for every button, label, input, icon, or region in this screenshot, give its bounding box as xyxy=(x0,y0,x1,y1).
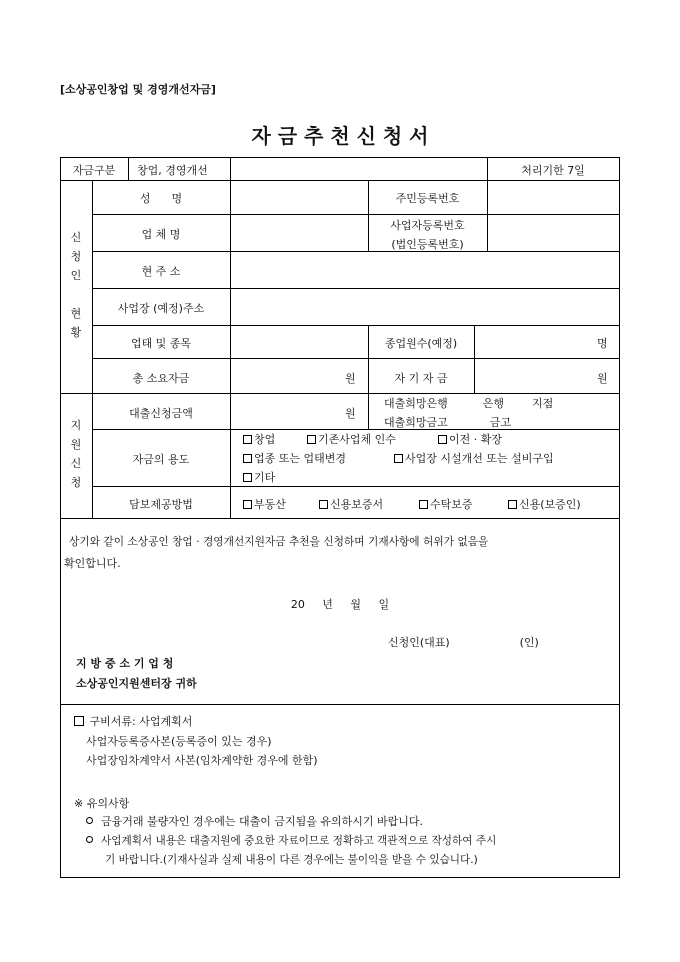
total-funds-unit: 원 xyxy=(345,372,356,385)
checkbox-icon xyxy=(307,435,316,444)
address-field[interactable] xyxy=(232,254,617,286)
purpose-option-relocation[interactable]: 이전 · 확장 xyxy=(438,431,502,447)
required-documents: 구비서류: 사업계획서 xyxy=(74,713,192,729)
employees-unit: 명 xyxy=(597,337,608,350)
purpose-option-startup[interactable]: 창업 xyxy=(243,431,275,447)
purpose-option-acquisition[interactable]: 기존사업체 인수 xyxy=(307,431,396,447)
required-document-item: 사업장임차계약서 사본(임차계약한 경우에 한함) xyxy=(86,754,318,767)
purpose-option-facility-improvement[interactable]: 사업장 시설개선 또는 설비구입 xyxy=(394,450,554,466)
fund-category-value: 창업, 경영개선 xyxy=(137,164,208,177)
business-type-field[interactable] xyxy=(232,328,366,356)
loan-amount-unit: 원 xyxy=(345,407,356,420)
collateral-option-credit-guarantor[interactable]: 신용(보증인) xyxy=(508,496,581,512)
declaration-text-cont: 확인합니다. xyxy=(64,557,121,570)
checkbox-icon xyxy=(243,500,252,509)
bullet-icon xyxy=(86,817,93,824)
applicant-section-label: 신 청 인 현 황 xyxy=(70,231,82,339)
declaration-text: 상기와 같이 소상공인 창업 · 경영개선지원자금 추천을 신청하며 기재사항에 허위가 없음을 xyxy=(69,535,489,548)
resident-number-label: 주민등록번호 xyxy=(395,192,460,205)
purpose-option-other[interactable]: 기타 xyxy=(243,469,275,485)
checkbox-icon xyxy=(394,454,403,463)
total-funds-field[interactable] xyxy=(232,361,342,391)
required-document-item: 사업자등록증사본(등록증이 있는 경우) xyxy=(86,735,272,748)
date-line: 20 년 월 일 xyxy=(290,598,390,611)
collateral-option-credit-guarantee[interactable]: 신용보증서 xyxy=(319,496,383,512)
checkbox-icon xyxy=(243,473,252,482)
own-funds-field[interactable] xyxy=(476,361,596,391)
bullet-icon xyxy=(86,836,93,843)
collateral-method-label: 담보제공방법 xyxy=(129,498,193,511)
loan-amount-label: 대출신청금액 xyxy=(129,407,193,420)
caution-item: 사업계획서 내용은 대출지원에 중요한 자료이므로 정확하고 객관적으로 작성하여 주시 xyxy=(86,833,496,848)
checkbox-icon xyxy=(319,500,328,509)
own-funds-label: 자 기 자 금 xyxy=(394,372,448,385)
recipient-office: 지 방 중 소 기 업 청 xyxy=(76,657,174,670)
recipient-center-head: 소상공인지원센터장 귀하 xyxy=(76,677,197,690)
checkbox-icon xyxy=(74,716,84,726)
fund-category-label: 자금구분 xyxy=(72,164,116,177)
own-funds-unit: 원 xyxy=(597,372,608,385)
processing-deadline: 처리기한 7일 xyxy=(521,164,585,177)
form-category-header: [소상공인창업 및 경영개선자금] xyxy=(60,83,216,96)
employees-label: 종업원수(예정) xyxy=(384,337,458,350)
business-reg-label: 사업자등록번호 (법인등록번호) xyxy=(390,219,465,251)
company-name-field[interactable] xyxy=(232,217,366,249)
total-funds-label: 총 소요자금 xyxy=(132,372,190,385)
workplace-address-field[interactable] xyxy=(232,291,617,323)
caution-item: 금융거래 불량자인 경우에는 대출이 금지됨을 유의하시기 바랍니다. xyxy=(86,813,423,829)
purpose-option-business-change[interactable]: 업종 또는 업태변경 xyxy=(243,450,346,466)
fund-purpose-label: 자금의 용도 xyxy=(132,453,190,466)
name-label: 성 명 xyxy=(139,192,183,205)
desired-credit-union-line[interactable]: 대출희망금고 금고 xyxy=(384,416,511,429)
collateral-option-real-estate[interactable]: 부동산 xyxy=(243,496,286,512)
workplace-address-label: 사업장 (예정)주소 xyxy=(117,302,205,315)
checkbox-icon xyxy=(508,500,517,509)
employees-field[interactable] xyxy=(476,328,596,356)
collateral-option-trust-guarantee[interactable]: 수탁보증 xyxy=(419,496,473,512)
resident-number-field[interactable] xyxy=(489,183,617,213)
name-field[interactable] xyxy=(232,183,366,213)
company-name-label: 업 체 명 xyxy=(141,228,181,241)
business-reg-field[interactable] xyxy=(489,217,617,249)
checkbox-icon xyxy=(243,435,252,444)
address-label: 현 주 소 xyxy=(141,265,181,278)
desired-bank-line[interactable]: 대출희망은행 은행 지점 xyxy=(384,397,554,410)
support-section-label: 지 원 신 청 xyxy=(70,419,82,489)
business-type-label: 업태 및 종목 xyxy=(130,337,192,350)
loan-amount-field[interactable] xyxy=(232,396,342,428)
applicant-signature-line: 신청인(대표) (인) xyxy=(388,636,539,649)
form-title: 자 금 추 천 신 청 서 xyxy=(251,124,429,148)
caution-title: ※ 유의사항 xyxy=(74,797,130,810)
checkbox-icon xyxy=(419,500,428,509)
checkbox-icon xyxy=(243,454,252,463)
checkbox-icon xyxy=(438,435,447,444)
caution-item-cont: 기 바랍니다.(기재사실과 실제 내용이 다른 경우에는 불이익을 받을 수 있습니다.) xyxy=(105,854,478,866)
